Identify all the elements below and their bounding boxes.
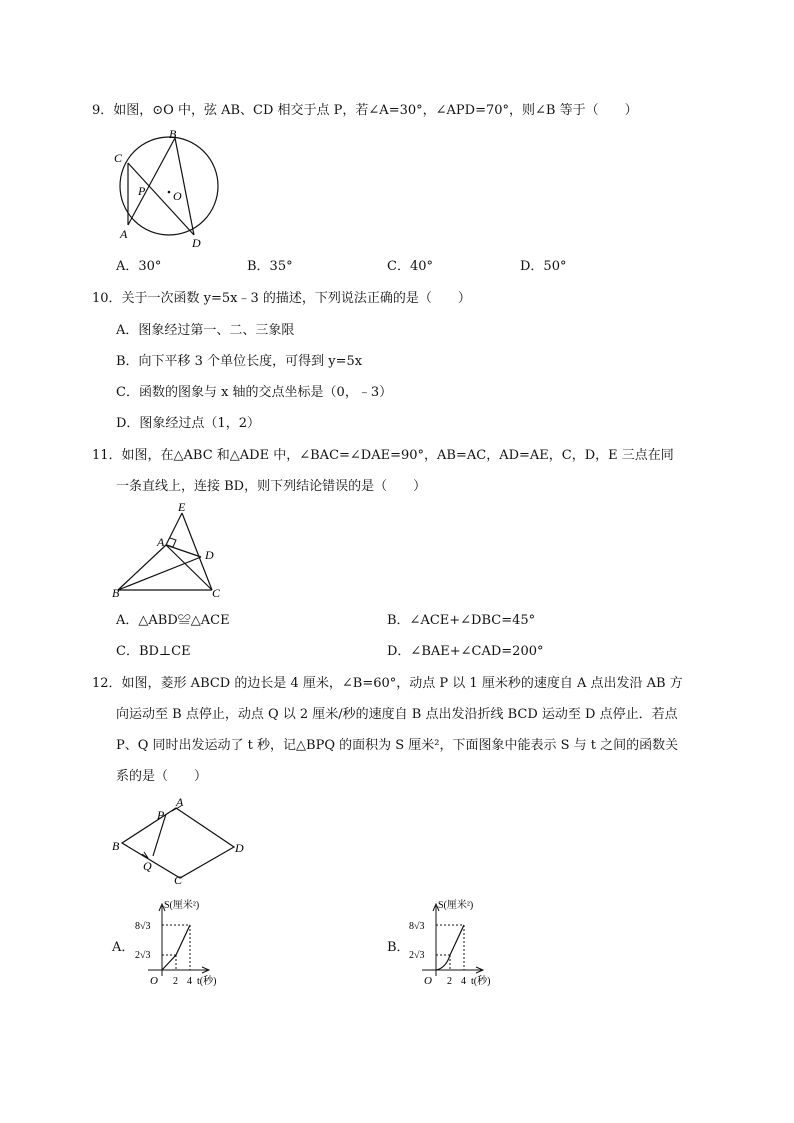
q11-option-c: C．BD⊥CE [116,644,191,659]
ytick-high: 8√3 [135,921,151,932]
q12-stem-line2: 向运动至 B 点停止，动点 Q 以 2 厘米/秒的速度自 B 点出发沿折线 BCD 运动至 D 点停止．若点 [116,707,678,722]
q10-option-d: D．图象经过点（1，2） [116,416,260,431]
label-o: O [173,189,182,203]
label-d: D [235,841,244,855]
label-d: D [205,548,214,562]
function-curve-parabola [436,955,450,970]
xtick-4: 4 [187,976,192,987]
xtick-2: 2 [447,976,452,987]
q11-stem-line2: 一条直线上，连接 BD，则下列结论错误的是（ ） [116,479,427,494]
label-a: A [120,227,128,241]
segment-ba [118,545,166,590]
x-axis-label: t(秒) [471,976,491,987]
q11-option-d: D．∠BAE+∠CAD=200° [387,644,544,659]
q12-stem-line3: P、Q 同时出发运动了 t 秒，记△BPQ 的面积为 S 厘米²，下面图象中能表示 S 与 t 之间的函数关 [116,738,679,753]
ytick-high: 8√3 [409,921,425,932]
origin-label: O [424,975,432,987]
q12-graph-b [404,898,524,993]
function-curve-line [450,925,464,955]
q12-stem-line4: 系的是（ ） [116,769,208,784]
segment-bd [175,138,194,235]
y-axis-label: S(厘米²) [164,900,200,911]
x-axis-label: t(秒) [197,976,217,987]
q11-triangles-figure [110,500,230,600]
label-c: C [212,586,221,600]
xtick-2: 2 [173,976,178,987]
label-b: B [169,127,177,141]
q12-graph-a [130,898,250,993]
circle-o [120,137,218,235]
q12-graph-option-b-label: B． [387,940,410,955]
q10-option-c: C．函数的图象与 x 轴的交点坐标是（0，﹣3） [116,385,393,400]
q9-option-b: B．35° [247,259,293,274]
q11-stem-line1: 11．如图，在△ABC 和△ADE 中，∠BAC=∠DAE=90°，AB=AC，AD=AE，C，D，E 三点在同 [92,448,674,463]
label-a: A [176,795,184,809]
q9-option-d: D．50° [520,259,567,274]
ytick-low: 2√3 [409,950,425,961]
label-c: C [114,151,123,165]
q10-option-b: B．向下平移 3 个单位长度，可得到 y=5x [116,354,363,369]
label-p: P [138,184,146,198]
xtick-4: 4 [461,976,466,987]
center-dot [168,191,171,194]
segment-ae [166,513,182,545]
q11-option-b: B．∠ACE+∠DBC=45° [387,613,536,628]
label-b: B [112,839,120,853]
q9-stem: 9．如图，⊙O 中，弦 AB、CD 相交于点 P，若∠A=30°，∠APD=70°，则∠B 等于（ ） [92,103,638,118]
label-c: C [174,873,183,887]
q9-option-a: A．30° [116,259,162,274]
segment-bd [118,557,201,590]
q9-option-c: C．40° [387,259,433,274]
origin-label: O [150,975,158,987]
label-p: P [157,808,165,822]
q12-graph-option-a-label: A． [112,940,135,955]
rhombus-abcd [122,808,234,878]
q10-option-a: A．图象经过第一、二、三象限 [116,323,295,338]
label-b: B [112,586,120,600]
q10-stem: 10．关于一次函数 y=5x﹣3 的描述，下列说法正确的是（ ） [92,291,471,306]
label-e: E [178,500,186,514]
label-a: A [157,535,165,549]
label-q: Q [143,859,152,873]
q9-circle-figure [110,125,230,255]
q12-stem-line1: 12．如图，菱形 ABCD 的边长是 4 厘米，∠B=60°，动点 P 以 1 厘米秒的速度自 A 点出发沿 AB 方 [92,676,683,691]
q11-option-a: A．△ABD≌△ACE [116,613,230,628]
q12-rhombus-figure [110,795,250,890]
y-axis-label: S(厘米²) [438,900,474,911]
label-d: D [192,236,201,250]
ytick-low: 2√3 [135,950,151,961]
